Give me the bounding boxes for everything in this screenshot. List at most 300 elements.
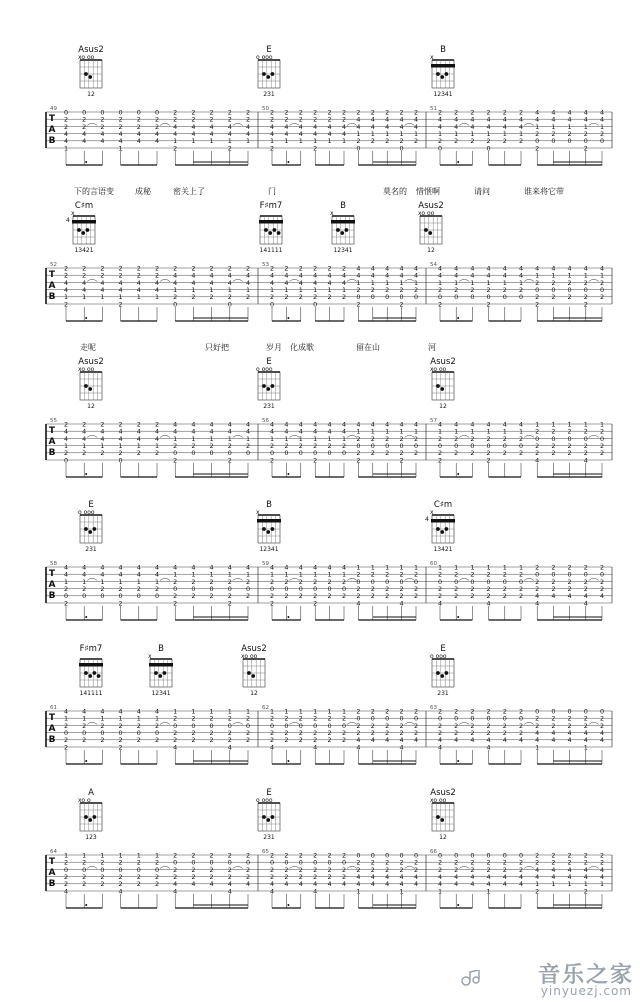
chord-fingering: 12 bbox=[427, 247, 435, 254]
fret-number: 1 bbox=[313, 286, 318, 294]
fret-number: 4 bbox=[136, 707, 141, 716]
dot-rhythm bbox=[85, 161, 87, 163]
fret-number: 4 bbox=[327, 271, 332, 280]
chord-fingering: 123 bbox=[85, 834, 97, 841]
fret-number: 4 bbox=[154, 427, 160, 436]
fret-number: 2 bbox=[269, 144, 275, 153]
fret-number: 2 bbox=[298, 729, 303, 737]
fret-number: 2 bbox=[341, 873, 347, 881]
lyric-text: 密关上了 bbox=[173, 187, 205, 196]
fret-number: 2 bbox=[191, 729, 196, 737]
dot-rhythm bbox=[287, 904, 289, 906]
fret-number: 1 bbox=[385, 563, 390, 572]
fret-number: 4 bbox=[245, 563, 251, 572]
fret-number: 2 bbox=[209, 108, 214, 117]
fret-number: 2 bbox=[599, 721, 605, 730]
measure-number: 63 bbox=[430, 705, 437, 711]
fret-number: 2 bbox=[100, 880, 105, 889]
fret-number: 1 bbox=[298, 707, 303, 716]
fret-number: 0 bbox=[567, 434, 572, 443]
fret-number: 0 bbox=[245, 449, 251, 458]
fret-number: 2 bbox=[82, 420, 87, 429]
fret-number: 0 bbox=[399, 293, 404, 302]
fret-number: 2 bbox=[486, 449, 491, 458]
fret-number: 4 bbox=[535, 599, 540, 608]
fret-number: 2 bbox=[502, 592, 507, 601]
fret-number: 0 bbox=[82, 108, 87, 117]
fret-number: 2 bbox=[227, 264, 232, 273]
chord-barre bbox=[259, 220, 283, 224]
tie-arc bbox=[160, 866, 170, 868]
fret-number: 4 bbox=[470, 115, 475, 124]
fret-number: 4 bbox=[356, 736, 361, 745]
fret-number: 4 bbox=[327, 130, 332, 138]
chord-dot bbox=[154, 671, 158, 675]
fret-number: 2 bbox=[154, 873, 160, 881]
fret-number: 1 bbox=[454, 427, 459, 436]
fret-number: 4 bbox=[454, 271, 459, 280]
fret-number: 4 bbox=[599, 729, 605, 737]
fret-number: 2 bbox=[356, 721, 361, 730]
fret-number: 0 bbox=[518, 851, 524, 860]
fret-number: 2 bbox=[100, 271, 105, 280]
fret-number: 1 bbox=[327, 570, 332, 579]
fret-number: 2 bbox=[535, 300, 540, 309]
fret-number: 2 bbox=[313, 714, 318, 723]
fret-number: 1 bbox=[136, 851, 141, 860]
fret-number: 0 bbox=[191, 858, 196, 867]
fret-number: 4 bbox=[63, 570, 69, 579]
fret-number: 1 bbox=[284, 707, 289, 716]
fret-number: 4 bbox=[399, 122, 404, 131]
fret-number: 4 bbox=[100, 130, 105, 138]
fret-number: 2 bbox=[583, 130, 588, 138]
chord-open-marks: xo oo bbox=[78, 54, 95, 61]
fret-number: 2 bbox=[136, 873, 141, 881]
fret-number: 2 bbox=[551, 449, 556, 458]
fret-number: 2 bbox=[454, 570, 459, 579]
fret-number: 2 bbox=[327, 115, 332, 124]
fret-number: 4 bbox=[385, 873, 390, 881]
chord-name: E bbox=[88, 500, 94, 510]
fret-number: 1 bbox=[413, 278, 419, 287]
fret-number: 0 bbox=[470, 577, 475, 586]
fret-number: 4 bbox=[437, 122, 443, 131]
fret-number: 2 bbox=[535, 721, 540, 730]
fret-number: 0 bbox=[399, 442, 404, 450]
fret-number: 4 bbox=[341, 122, 347, 131]
fret-number: 0 bbox=[370, 851, 375, 860]
chord-open-marks: o ooo bbox=[256, 54, 273, 61]
fret-number: 1 bbox=[118, 144, 123, 153]
fret-number: 2 bbox=[535, 278, 540, 287]
fret-number: 1 bbox=[269, 707, 275, 716]
tab-clef-letter: T bbox=[48, 713, 56, 723]
fret-number: 2 bbox=[518, 449, 524, 458]
fret-number: 2 bbox=[118, 736, 123, 745]
fret-number: 4 bbox=[118, 130, 123, 138]
fret-number: 2 bbox=[298, 714, 303, 723]
fret-number: 4 bbox=[518, 873, 524, 881]
fret-number: 1 bbox=[284, 570, 289, 579]
fret-number: 1 bbox=[173, 434, 178, 443]
fret-number: 1 bbox=[413, 563, 419, 572]
fret-number: 4 bbox=[399, 599, 404, 608]
fret-number: 2 bbox=[413, 585, 419, 593]
fret-number: 2 bbox=[599, 449, 605, 458]
fret-number: 1 bbox=[269, 570, 275, 579]
dot-rhythm bbox=[85, 317, 87, 319]
fret-number: 4 bbox=[502, 736, 507, 745]
dot-rhythm bbox=[85, 760, 87, 762]
fret-number: 0 bbox=[470, 293, 475, 302]
fret-number: 2 bbox=[437, 108, 443, 117]
fret-number: 2 bbox=[227, 456, 232, 465]
fret-number: 2 bbox=[518, 137, 524, 146]
chord-dot bbox=[266, 818, 270, 822]
fret-number: 4 bbox=[173, 122, 178, 131]
fret-number: 1 bbox=[385, 427, 390, 436]
fret-number: 0 bbox=[370, 577, 375, 586]
fret-number: 4 bbox=[227, 271, 232, 280]
fret-number: 2 bbox=[535, 449, 540, 458]
fret-number: 4 bbox=[284, 880, 289, 889]
tie-arc bbox=[233, 435, 243, 437]
fret-number: 0 bbox=[370, 442, 375, 450]
measure-number: 64 bbox=[50, 849, 57, 855]
fret-number: 2 bbox=[599, 858, 605, 867]
fret-number: 4 bbox=[399, 743, 404, 752]
measure-number: 66 bbox=[430, 849, 437, 855]
fret-number: 4 bbox=[486, 736, 491, 745]
fret-number: 2 bbox=[341, 851, 347, 860]
fret-number: 2 bbox=[136, 271, 141, 280]
fret-number: 2 bbox=[173, 599, 178, 608]
fret-number: 0 bbox=[269, 585, 275, 593]
fret-number: 4 bbox=[313, 427, 318, 436]
fret-number: 2 bbox=[209, 714, 214, 723]
fret-number: 2 bbox=[284, 873, 289, 881]
fret-number: 2 bbox=[173, 456, 178, 465]
chord-dot bbox=[436, 72, 440, 76]
fret-number: 2 bbox=[599, 563, 605, 572]
tab-clef-letter: B bbox=[48, 591, 56, 601]
fret-number: 4 bbox=[583, 592, 588, 601]
fret-number: 2 bbox=[284, 714, 289, 723]
fret-number: 2 bbox=[100, 736, 105, 745]
fret-number: 4 bbox=[567, 108, 572, 117]
fret-number: 2 bbox=[341, 264, 347, 273]
fret-number: 2 bbox=[341, 577, 347, 586]
fret-number: 0 bbox=[136, 729, 141, 737]
fret-number: 4 bbox=[100, 286, 105, 294]
fret-number: 2 bbox=[370, 729, 375, 737]
fret-number: 2 bbox=[437, 865, 443, 874]
fret-number: 2 bbox=[518, 286, 524, 294]
fret-number: 2 bbox=[370, 137, 375, 146]
fret-number: 4 bbox=[486, 264, 491, 273]
fret-number: 4 bbox=[454, 122, 459, 131]
fret-number: 2 bbox=[245, 729, 251, 737]
chord-dot bbox=[84, 671, 88, 675]
fret-number: 2 bbox=[209, 873, 214, 881]
fret-number: 4 bbox=[298, 130, 303, 138]
chord-open-marks: xo oo bbox=[430, 797, 447, 804]
fret-number: 2 bbox=[269, 108, 275, 117]
fret-number: 4 bbox=[454, 420, 459, 429]
fret-number: 2 bbox=[82, 858, 87, 867]
fret-number: 2 bbox=[599, 427, 605, 436]
chord-open-marks: xo oo bbox=[430, 366, 447, 373]
fret-number: 2 bbox=[227, 108, 232, 117]
fret-number: 4 bbox=[535, 115, 540, 124]
fret-number: 0 bbox=[486, 577, 491, 586]
fret-number: 0 bbox=[454, 293, 459, 302]
fret-number: 2 bbox=[535, 293, 540, 302]
fret-number: 4 bbox=[63, 434, 69, 443]
fret-number: 0 bbox=[63, 729, 69, 737]
fret-number: 4 bbox=[356, 271, 361, 280]
fret-number: 2 bbox=[100, 585, 105, 593]
fret-number: 4 bbox=[385, 736, 390, 745]
fret-number: 0 bbox=[470, 714, 475, 723]
fret-number: 2 bbox=[486, 858, 491, 867]
fret-number: 2 bbox=[298, 293, 303, 302]
fret-number: 0 bbox=[385, 293, 390, 302]
fret-number: 0 bbox=[470, 851, 475, 860]
chord-name: F♯m7 bbox=[259, 201, 283, 211]
fret-number: 2 bbox=[209, 115, 214, 124]
fret-number: 2 bbox=[567, 577, 572, 586]
fret-number: 4 bbox=[356, 264, 361, 273]
fret-number: 2 bbox=[551, 442, 556, 450]
fret-number: 1 bbox=[341, 570, 347, 579]
fret-number: 2 bbox=[437, 300, 443, 309]
fret-number: 2 bbox=[100, 858, 105, 867]
fret-number: 2 bbox=[370, 592, 375, 601]
fret-number: 4 bbox=[245, 427, 251, 436]
chord-name: Asus2 bbox=[418, 201, 444, 211]
fret-number: 2 bbox=[173, 714, 178, 723]
fret-number: 2 bbox=[551, 721, 556, 730]
fret-number: 4 bbox=[413, 271, 419, 280]
fret-number: 2 bbox=[298, 577, 303, 586]
fret-number: 2 bbox=[313, 577, 318, 586]
fret-number: 4 bbox=[209, 880, 214, 889]
fret-number: 2 bbox=[399, 858, 404, 867]
fret-number: 1 bbox=[63, 851, 69, 860]
fret-number: 0 bbox=[385, 442, 390, 450]
fret-number: 2 bbox=[118, 743, 123, 752]
fret-number: 4 bbox=[518, 122, 524, 131]
fret-number: 2 bbox=[327, 873, 332, 881]
chord-name: E bbox=[266, 45, 272, 55]
fret-number: 0 bbox=[535, 570, 540, 579]
measure-number: 49 bbox=[50, 106, 57, 112]
fret-number: 4 bbox=[599, 736, 605, 745]
fret-number: 2 bbox=[191, 108, 196, 117]
fret-number: 2 bbox=[191, 714, 196, 723]
fret-number: 2 bbox=[191, 264, 196, 273]
fret-number: 4 bbox=[535, 108, 540, 117]
fret-number: 2 bbox=[567, 563, 572, 572]
tab-clef-letter: B bbox=[48, 448, 56, 458]
fret-number: 2 bbox=[269, 729, 275, 737]
fret-number: 4 bbox=[486, 599, 491, 608]
fret-number: 0 bbox=[100, 592, 105, 601]
fret-number: 2 bbox=[413, 721, 419, 730]
fret-number: 2 bbox=[535, 130, 540, 138]
fret-number: 2 bbox=[470, 592, 475, 601]
fret-number: 2 bbox=[583, 449, 588, 458]
fret-number: 1 bbox=[535, 271, 540, 280]
tie-arc bbox=[87, 279, 97, 281]
fret-number: 0 bbox=[284, 449, 289, 458]
fret-number: 4 bbox=[413, 880, 419, 889]
fret-number: 2 bbox=[341, 108, 347, 117]
fret-number: 2 bbox=[327, 736, 332, 745]
fret-number: 4 bbox=[327, 420, 332, 429]
fret-number: 4 bbox=[486, 873, 491, 881]
tie-arc bbox=[87, 578, 97, 580]
fret-number: 2 bbox=[486, 585, 491, 593]
chord-name: Asus2 bbox=[430, 357, 456, 367]
fret-number: 2 bbox=[100, 264, 105, 273]
fret-number: 1 bbox=[437, 887, 443, 896]
fret-number: 2 bbox=[118, 264, 123, 273]
fret-number: 1 bbox=[100, 293, 105, 302]
fret-number: 1 bbox=[313, 434, 318, 443]
fret-number: 2 bbox=[269, 115, 275, 124]
fret-number: 1 bbox=[437, 563, 443, 572]
fret-number: 4 bbox=[567, 729, 572, 737]
chord-dot bbox=[88, 75, 92, 79]
fret-number: 1 bbox=[173, 137, 178, 146]
fret-number: 2 bbox=[245, 714, 251, 723]
fret-number: 2 bbox=[327, 851, 332, 860]
fret-number: 4 bbox=[502, 880, 507, 889]
fret-number: 0 bbox=[370, 293, 375, 302]
fret-number: 4 bbox=[341, 880, 347, 889]
fret-number: 4 bbox=[470, 736, 475, 745]
fret-number: 4 bbox=[583, 865, 588, 874]
fret-number: 4 bbox=[486, 271, 491, 280]
fret-number: 4 bbox=[100, 137, 105, 146]
fret-number: 2 bbox=[599, 130, 605, 138]
fret-number: 0 bbox=[341, 858, 347, 867]
fret-number: 4 bbox=[227, 743, 232, 752]
fret-number: 0 bbox=[518, 577, 524, 586]
fret-number: 4 bbox=[227, 563, 232, 572]
fret-number: 0 bbox=[551, 707, 556, 716]
fret-number: 4 bbox=[82, 563, 87, 572]
fret-number: 2 bbox=[209, 729, 214, 737]
chord-dot bbox=[158, 674, 162, 678]
fret-number: 2 bbox=[118, 585, 123, 593]
fret-number: 2 bbox=[63, 585, 69, 593]
fret-number: 2 bbox=[486, 570, 491, 579]
fret-number: 2 bbox=[567, 293, 572, 302]
fret-number: 2 bbox=[399, 585, 404, 593]
fret-number: 1 bbox=[385, 130, 390, 138]
fret-number: 1 bbox=[399, 887, 404, 896]
fret-number: 0 bbox=[518, 442, 524, 450]
fret-number: 4 bbox=[136, 434, 141, 443]
chord-dot bbox=[436, 815, 440, 819]
fret-number: 2 bbox=[502, 286, 507, 294]
chord-dot bbox=[264, 228, 268, 232]
fret-number: 1 bbox=[370, 563, 375, 572]
fret-number: 2 bbox=[470, 108, 475, 117]
fret-number: 4 bbox=[486, 115, 491, 124]
fret-number: 2 bbox=[191, 592, 196, 601]
fret-number: 2 bbox=[269, 592, 275, 601]
fret-number: 4 bbox=[118, 286, 123, 294]
chord-name: B bbox=[158, 644, 164, 654]
fret-number: 0 bbox=[284, 585, 289, 593]
fret-number: 2 bbox=[599, 293, 605, 302]
fret-number: 0 bbox=[284, 858, 289, 867]
fret-number: 2 bbox=[118, 599, 123, 608]
fret-number: 2 bbox=[100, 721, 105, 730]
fret-number: 1 bbox=[551, 420, 556, 429]
fret-number: 2 bbox=[245, 108, 251, 117]
fret-number: 0 bbox=[173, 449, 178, 458]
fret-number: 2 bbox=[269, 456, 275, 465]
fret-number: 0 bbox=[82, 592, 87, 601]
fret-number: 2 bbox=[583, 858, 588, 867]
fret-number: 2 bbox=[269, 865, 275, 874]
fret-number: 2 bbox=[269, 264, 275, 273]
chord-dot bbox=[77, 228, 81, 232]
fret-number: 1 bbox=[502, 427, 507, 436]
fret-number: 0 bbox=[413, 851, 419, 860]
fret-number: 1 bbox=[583, 880, 588, 889]
fret-number: 0 bbox=[486, 293, 491, 302]
fret-number: 2 bbox=[118, 115, 123, 124]
watermark-logo: 音乐之家 bbox=[537, 963, 634, 988]
chord-dot bbox=[266, 530, 270, 534]
fret-number: 2 bbox=[82, 880, 87, 889]
tie-arc bbox=[87, 435, 97, 437]
fret-number: 4 bbox=[209, 271, 214, 280]
fret-number: 1 bbox=[63, 714, 69, 723]
fret-number: 2 bbox=[245, 115, 251, 124]
fret-number: 2 bbox=[327, 714, 332, 723]
fret-number: 2 bbox=[245, 577, 251, 586]
fret-number: 4 bbox=[63, 137, 69, 146]
fret-number: 2 bbox=[313, 115, 318, 124]
fret-number: 0 bbox=[209, 858, 214, 867]
chord-open-marks: xo oo bbox=[78, 366, 95, 373]
tie-arc bbox=[160, 435, 170, 437]
chord-open-marks: o ooo bbox=[256, 797, 273, 804]
fret-number: 4 bbox=[567, 264, 572, 273]
fret-number: 4 bbox=[191, 278, 196, 287]
fret-number: 4 bbox=[118, 707, 123, 716]
fret-number: 2 bbox=[269, 599, 275, 608]
fret-number: 2 bbox=[486, 286, 491, 294]
watermark bbox=[434, 958, 634, 998]
fret-number: 2 bbox=[100, 873, 105, 881]
tie-arc bbox=[459, 123, 469, 125]
fret-number: 4 bbox=[341, 130, 347, 138]
fret-number: 2 bbox=[191, 577, 196, 586]
fret-number: 1 bbox=[535, 122, 540, 131]
fret-number: 2 bbox=[370, 707, 375, 716]
fret-number: 1 bbox=[413, 130, 419, 138]
fret-number: 2 bbox=[63, 858, 69, 867]
